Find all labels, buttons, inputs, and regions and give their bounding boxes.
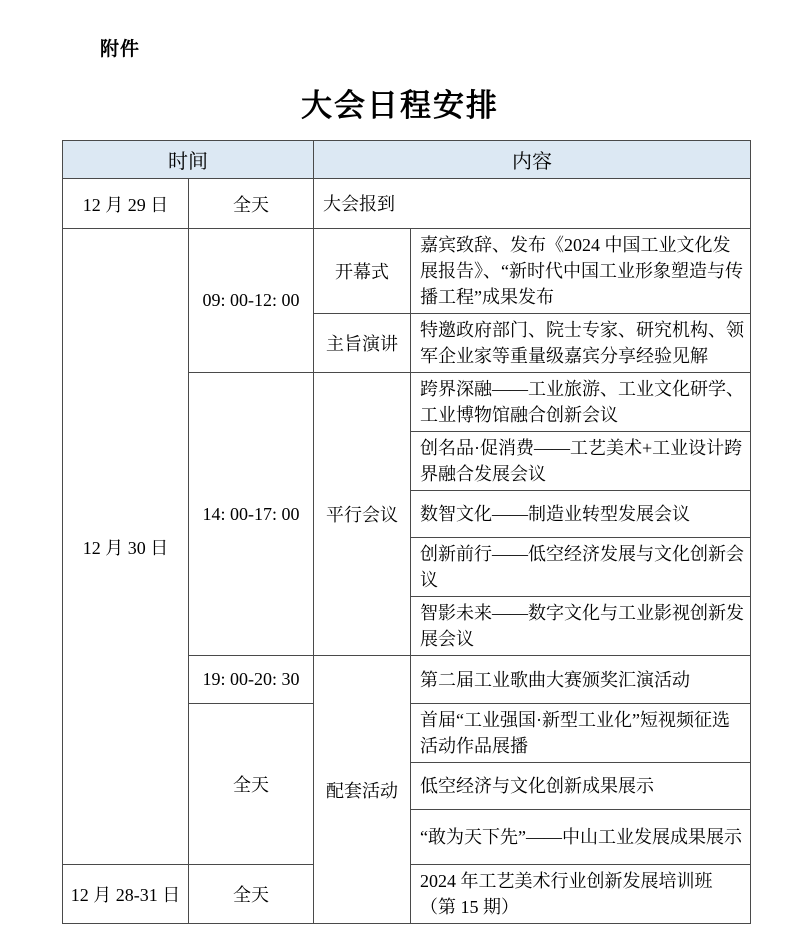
content-cell-registration: 大会报到 xyxy=(314,179,751,229)
detail-cell-parallel-2: 数智文化——制造业转型发展会议 xyxy=(411,491,751,538)
attachment-label: 附件 xyxy=(100,39,141,60)
detail-cell-side-0: 首届“工业强国·新型工业化”短视频征选活动作品展播 xyxy=(411,704,751,763)
detail-cell-opening: 嘉宾致辞、发布《2024 中国工业文化发展报告》、“新时代中国工业形象塑造与传播工程”成果发布 xyxy=(411,229,751,314)
table-header-row xyxy=(63,141,751,179)
detail-cell-side-2: “敢为天下先”——中山工业发展成果展示 xyxy=(411,810,751,865)
session-cell-parallel: 平行会议 xyxy=(314,373,411,656)
session-cell-side-events: 配套活动 xyxy=(314,656,411,924)
table-row xyxy=(63,179,751,229)
time-cell-dec29: 全天 xyxy=(189,179,314,229)
detail-cell-gala: 第二届工业歌曲大赛颁奖汇演活动 xyxy=(411,656,751,704)
detail-cell-parallel-0: 跨界深融——工业旅游、工业文化研学、工业博物馆融合创新会议 xyxy=(411,373,751,432)
detail-cell-parallel-1: 创名品·促消费——工艺美术+工业设计跨界融合发展会议 xyxy=(411,432,751,491)
session-cell-opening: 开幕式 xyxy=(314,229,411,314)
schedule-table xyxy=(62,140,751,924)
detail-cell-parallel-4: 智影未来——数字文化与工业影视创新发展会议 xyxy=(411,597,751,656)
time-cell-afternoon: 14: 00-17: 00 xyxy=(189,373,314,656)
detail-cell-keynote: 特邀政府部门、院士专家、研究机构、领军企业家等重量级嘉宾分享经验见解 xyxy=(411,314,751,373)
detail-cell-side-1: 低空经济与文化创新成果展示 xyxy=(411,763,751,810)
table-row xyxy=(63,229,751,314)
detail-cell-training: 2024 年工艺美术行业创新发展培训班（第 15 期） xyxy=(411,865,751,924)
time-cell-evening: 19: 00-20: 30 xyxy=(189,656,314,704)
page-title: 大会日程安排 xyxy=(301,88,499,123)
date-cell-dec30: 12 月 30 日 xyxy=(63,229,189,865)
time-cell-allday: 全天 xyxy=(189,704,314,865)
date-cell-dec2831: 12 月 28-31 日 xyxy=(63,865,189,924)
header-cell-time: 时间 xyxy=(63,141,314,179)
detail-cell-parallel-3: 创新前行——低空经济发展与文化创新会议 xyxy=(411,538,751,597)
header-cell-content: 内容 xyxy=(314,141,751,179)
date-cell-dec29: 12 月 29 日 xyxy=(63,179,189,229)
time-cell-dec2831: 全天 xyxy=(189,865,314,924)
time-cell-morning: 09: 00-12: 00 xyxy=(189,229,314,373)
session-cell-keynote: 主旨演讲 xyxy=(314,314,411,373)
